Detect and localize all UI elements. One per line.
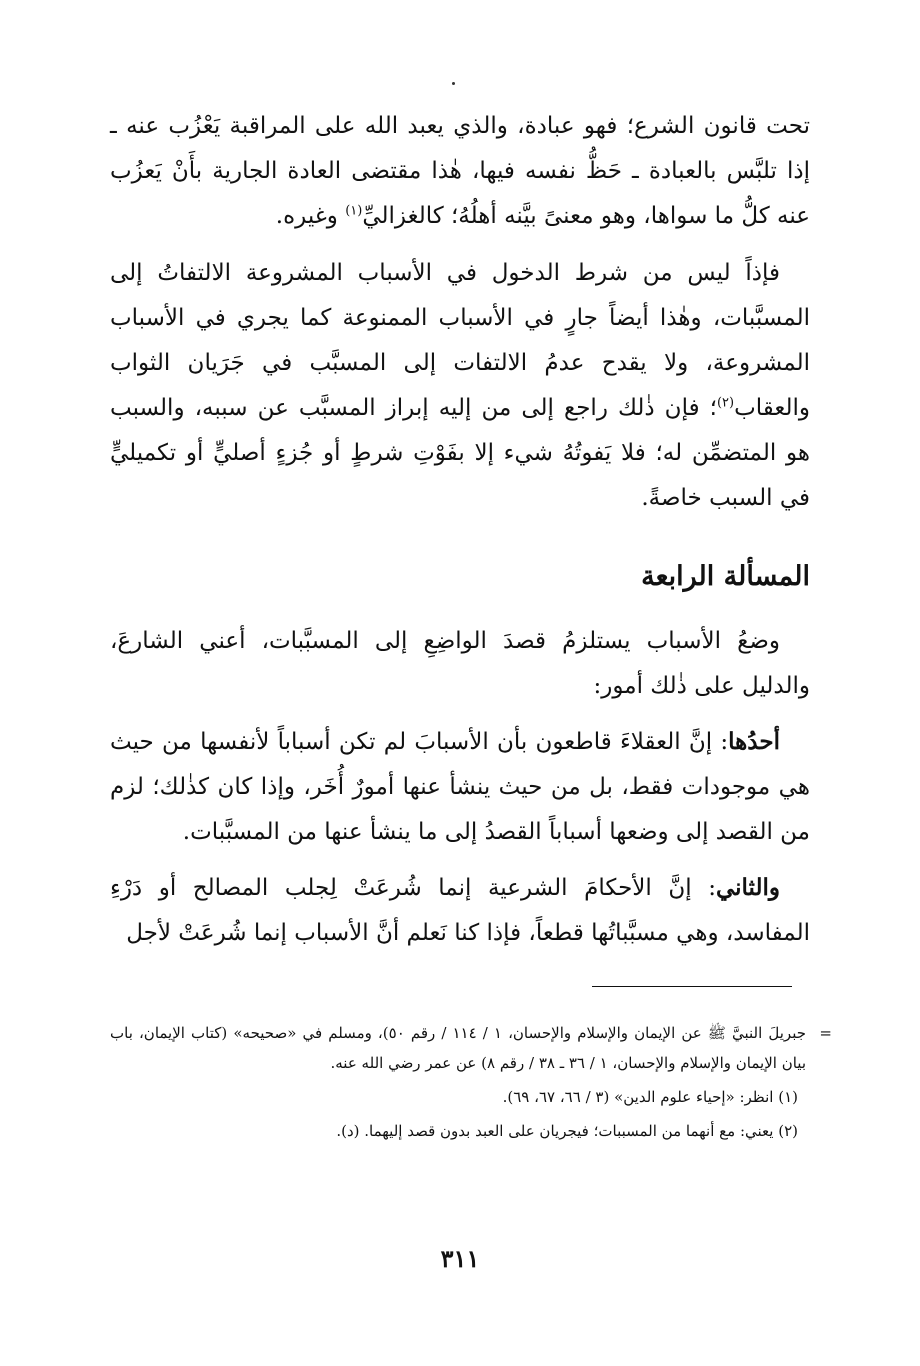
paragraph-continuation: تحت قانون الشرع؛ فهو عبادة، والذي يعبد الله على المراقبة يَعْزُب عنه ـ إذا تلبَّس بالعبادة ـ حَظُّ نفسه فيها، هٰذا مقتضى العادة الجارية بأَنْ يَعزُب عنه كلُّ ما سواها، وهو معنىً بيَّنه أهلُهُ؛ كالغزاليِّ$^{(١)}$ وغيره. (110, 113, 810, 229)
footnote-1: (١) انظر: «إحياء علوم الدين» (٣ / ٦٦، ٦٧، ٦٩). (502, 1088, 798, 1106)
page-number: ٣١١ (440, 1244, 480, 1273)
main-text (110, 104, 810, 966)
footnote-ref-1: (١) (345, 203, 363, 219)
second-proof: والثاني: إنَّ الأحكامَ الشرعية إنما شُرعَتْ لِجلب المصالح أو دَرْءِ المفاسد، وهي مسبَّباتُها قطعاً، فإذا كنا نَعلم أنَّ الأسباب إنما شُرعَتْ لأجل (110, 874, 810, 946)
footnote-continuation: = جبريلَ النبيَّ ﷺ عن الإيمان والإسلام والإحسان، ١ / ١١٤ / رقم ٥٠)، ومسلم في «صحيحه» (كتاب الإيمان، باب بيان الإيمان والإسلام والإحسان، ١ / ٣٦ ـ ٣٨ / رقم ٨) عن عمر رضي الله عنه. (110, 1018, 832, 1078)
section-heading: المسألة الرابعة (641, 561, 810, 592)
footnote-divider (592, 986, 792, 987)
first-proof-lead: أحدُها (728, 728, 780, 755)
section-intro: وضعُ الأسباب يستلزمُ قصدَ الواضِعِ إلى المسبَّبات، أعني الشارعَ، والدليل على ذٰلك أمور: (110, 628, 810, 699)
paragraph-causes: فإذاً ليس من شرط الدخول في الأسباب المشروعة الالتفاتُ إلى المسبَّبات، وهٰذا أيضاً جارٍ في الأسباب الممنوعة كما يجري في الأسباب المشروعة، ولا يقدح عدمُ الالتفات إلى المسبَّب في جَرَيان الثواب والعقاب$^{(٢)}$؛ فإن ذٰلك راجع إلى من إليه إبراز المسبَّب عن سببه، والسبب هو المتضمِّن له؛ فلا يَفوتُهُ شيء إلا بفَوْتِ شرطٍ أو جُزءٍ أصليٍّ أو تكميليٍّ في السبب خاصةً. (110, 260, 810, 511)
printer-dot (452, 82, 455, 85)
footnotes (110, 1018, 832, 1146)
footnote-2: (٢) يعني: مع أنهما من المسببات؛ فيجريان على العبد بدون قصد إليهما. (د). (336, 1122, 798, 1140)
first-proof: أحدُها: إنَّ العقلاءَ قاطعون بأن الأسبابَ لم تكن أسباباً لأنفسها من حيث هي موجودات فقط، بل من حيث ينشأ عنها أمورٌ أُخَر، وإذا كان كذٰلك؛ لزم من القصد إلى وضعها أسباباً القصدُ إلى ما ينشأ عنها من المسبَّبات. (110, 728, 810, 845)
continuation-mark: = (819, 1024, 832, 1042)
footnote-ref-2: (٢) (716, 395, 735, 411)
second-proof-lead: والثاني (715, 874, 780, 901)
